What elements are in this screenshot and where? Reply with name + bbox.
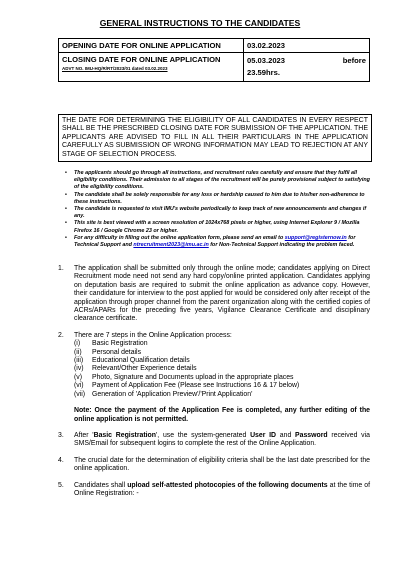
non-technical-support-email-link[interactable]: ntrecruitment2023@imu.ac.in	[133, 242, 209, 249]
opening-date-value: 03.02.2023	[244, 39, 370, 53]
numbered-instructions	[58, 265, 370, 506]
instruction-2: 2. There are 7 steps in the Online Application process: (i) Basic Registration (ii) Personal details (iii) Educational Qualification details (iv) Relevant/Other Experience details (v) Photo, Signature and Documents upload in the appropriate places (vi) Payment of Application Fee (Please see Instructions 16 & 17 below) (vii) Generation of 'Application Preview'/'Print Application' Note: Once the payment of the Application Fee is completed, any further editing of the online application is not permitted.	[58, 331, 370, 423]
step-item: (v) Photo, Signature and Documents upload in the appropriate places	[74, 373, 294, 381]
bullet-item: • This site is best viewed with a screen resolution of 1024x768 pixels or higher, using Internet Explorer 9 / Mozilla Firefox 16 / Google Chrome 23 or higher.	[65, 220, 360, 234]
closing-time: 23.59hrs.	[247, 68, 280, 77]
page-title: GENERAL INSTRUCTIONS TO THE CANDIDATES	[99, 18, 301, 28]
step-item: (iii) Educational Qualification details	[74, 357, 190, 365]
opening-date-label: OPENING DATE FOR ONLINE APPLICATION	[59, 39, 244, 53]
instruction-5: 5. Candidates shall upload self-attested photocopies of the following documents at the time of Online Registration: -	[58, 481, 370, 497]
closing-date-cell	[59, 53, 244, 82]
step-item: (iv) Relevant/Other Experience details	[74, 365, 197, 373]
closing-date-value	[244, 53, 370, 82]
closing-date: 05.03.2023	[247, 56, 286, 65]
step-item: (i) Basic Registration	[74, 340, 148, 348]
instruction-4: 4. The crucial date for the determination of eligibility criteria shall be the last date prescribed for the online application.	[58, 456, 370, 473]
step-item: (vi) Payment of Application Fee (Please see Instructions 16 & 17 below)	[74, 382, 300, 390]
bullet-item: • The applicants should go through all instructions, and recruitment rules carefully and ensure that they fulfil all eligibility conditions. Their admission to all stages of the recruitment will be purely provisional subject to satisfying of the eligibility conditions.	[65, 170, 370, 191]
closing-date-label: CLOSING DATE FOR ONLINE APPLICATION	[62, 55, 221, 64]
dates-table	[58, 38, 370, 82]
step-item: (ii) Personal details	[74, 348, 142, 356]
eligibility-notice: THE DATE FOR DETERMINING THE ELIGIBILITY OF ALL CANDIDATES IN EVERY RESPECT SHALL BE THE PRESCRIBED CLOSING DATE FOR SUBMISSION OF THE APPLICATION. THE APPLICANTS ARE ADVISED TO FILL IN ALL THEIR PARTICULARS IN THE APPLICATION CAREFULLY AS SUBMISSION OF WRONG INFORMATION MAY LEAD TO REJECTION AT ANY STAGE OF SELECTION PROCESS.	[58, 114, 372, 162]
technical-support-email-link[interactable]: support@registernow.in	[284, 234, 347, 241]
bullet-item: • For any difficulty in filling out the online application form, please send an email to support@registernow.in for Technical Support and ntrecruitment2023@imu.ac.in for Non-Technical Support indicating the problem faced.	[65, 234, 356, 249]
payment-note: Note: Once the payment of the Application Fee is completed, any further editing of the online application is not permitted.	[74, 407, 370, 423]
advertisement-number: ADVT NO. IMU-HQ/R/RT/2023/01 dated 03.02.2023	[62, 66, 168, 71]
bullet-item: • The candidate is requested to visit IMU's website periodically to keep track of new announcements and changes if any.	[65, 206, 367, 220]
bullet-list	[58, 170, 370, 249]
step-item: (vii) Generation of 'Application Preview'/'Print Application'	[74, 390, 253, 398]
instruction-3: 3. After 'Basic Registration', use the system-generated User ID and Password received via SMS/Email for subsequent logins to complete the rest of the Online Application.	[58, 431, 370, 448]
bullet-item: • The candidate shall be solely responsible for any loss or hardship caused to him due to his/her non-adherence to these instructions.	[65, 191, 365, 205]
closing-before: before	[342, 56, 366, 65]
instruction-1: 1. The application shall be submitted only through the online mode; candidates applying on Direct Recruitment mode need not send any hard copy/online printed application. Candidates applying on deputation basis are required to submit the online application as advance copy. However, their candidature for interview to the post applied for would be considered only after receipt of the application through proper channel from the parent organization along with the certified copies of ACRs/APARs for the preceding five years, Vigilance Clearance Certificate and disciplinary clearance certificate.	[58, 265, 370, 323]
